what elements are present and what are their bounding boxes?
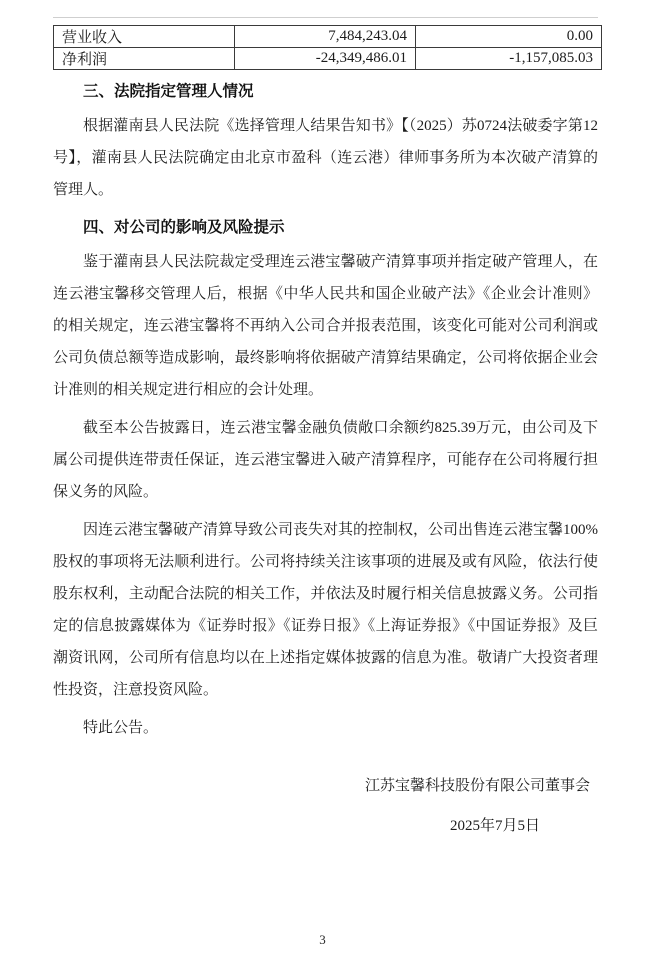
net-profit-prior-value: -1,157,085.03 xyxy=(416,48,602,70)
section-heading-impact-and-risk: 四、对公司的影响及风险提示 xyxy=(83,219,285,236)
row-label-operating-revenue: 营业收入 xyxy=(54,26,235,48)
document-content xyxy=(53,0,598,838)
table-row-net-profit xyxy=(54,48,602,70)
table-row-operating-revenue xyxy=(54,26,602,48)
financial-summary-table xyxy=(53,25,602,70)
page-number: 3 xyxy=(319,932,326,947)
section-heading-court-appointed-administrator: 三、法院指定管理人情况 xyxy=(83,83,254,100)
closing-statement: 特此公告。 xyxy=(83,720,159,736)
paragraph-control-loss-and-disclosure: 因连云港宝馨破产清算导致公司丧失对其的控制权，公司出售连云港宝馨100%股权的事项将无法顺利进行。公司将持续关注该事项的进展及或有风险，依法行使股东权利，主动配合法院的相关工作，并依法及时履行相关信息披露义务。公司指定的信息披露媒体为《证券时报》《证券日报》《上海证券报》《中国证券报》及巨潮资讯网，公司所有信息均以在上述指定媒体披露的信息为准。敬请广大投资者理性投资，注意投资风险。 xyxy=(53,522,598,698)
operating-revenue-current-value: 7,484,243.04 xyxy=(235,26,416,48)
paragraph-consolidation-impact: 鉴于灌南县人民法院裁定受理连云港宝馨破产清算事项并指定破产管理人，在连云港宝馨移交管理人后，根据《中华人民共和国企业破产法》《企业会计准则》的相关规定，连云港宝馨将不再纳入公司合并报表范围，该变化可能对公司利润或公司负债总额等造成影响，最终影响将依据破产清算结果确定，公司将依据企业会计准则的相关规定进行相应的会计处理。 xyxy=(53,254,598,398)
signature-block xyxy=(53,774,598,838)
signature-date: 2025年7月5日 xyxy=(449,818,540,834)
paragraph-administrator-appointment: 根据灌南县人民法院《选择管理人结果告知书》【（2025）苏0724法破委字第12号】，灌南县人民法院确定由北京市盈科（连云港）律师事务所为本次破产清算的管理人。 xyxy=(53,118,598,198)
operating-revenue-prior-value: 0.00 xyxy=(416,26,602,48)
signature-company: 江苏宝馨科技股份有限公司董事会 xyxy=(364,778,590,794)
row-label-net-profit: 净利润 xyxy=(54,48,235,70)
paragraph-guarantee-risk: 截至本公告披露日，连云港宝馨金融负债敞口余额约825.39万元，由公司及下属公司提供连带责任保证，连云港宝馨进入破产清算程序，可能存在公司将履行担保义务的风险。 xyxy=(53,420,598,500)
table-remnant-line xyxy=(53,17,598,18)
net-profit-current-value: -24,349,486.01 xyxy=(235,48,416,70)
